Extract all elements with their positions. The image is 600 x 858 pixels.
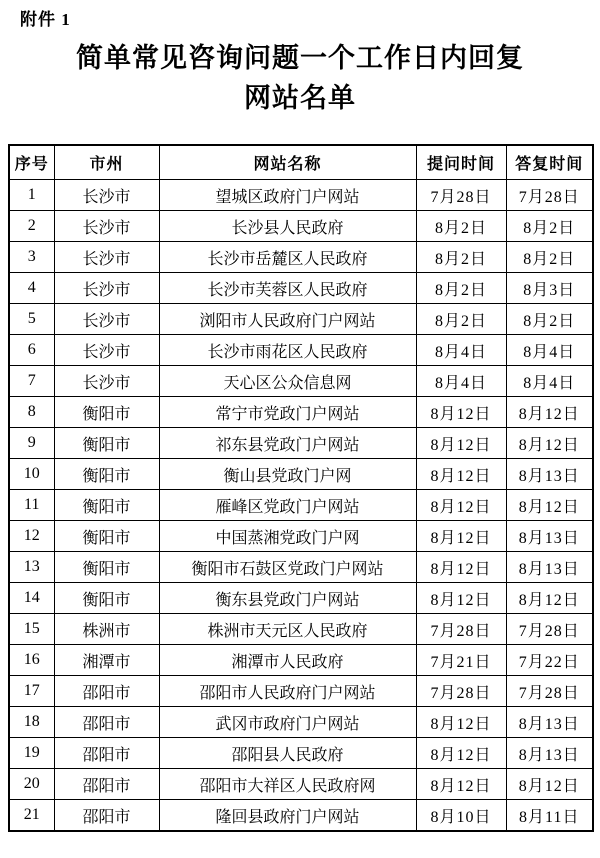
table-cell: 常宁市党政门户网站 bbox=[159, 397, 416, 428]
table-cell: 天心区公众信息网 bbox=[159, 366, 416, 397]
table-row bbox=[9, 707, 593, 738]
table-cell: 8月2日 bbox=[506, 211, 593, 242]
table-cell: 14 bbox=[9, 583, 54, 614]
table-cell: 7 bbox=[9, 366, 54, 397]
table-cell: 邵阳市 bbox=[54, 800, 159, 832]
table-cell: 长沙市 bbox=[54, 273, 159, 304]
table-cell: 8月11日 bbox=[506, 800, 593, 832]
table-cell: 长沙市芙蓉区人民政府 bbox=[159, 273, 416, 304]
column-header-reply-time: 答复时间 bbox=[506, 145, 593, 180]
table-cell: 8月4日 bbox=[506, 335, 593, 366]
table-cell: 邵阳市人民政府门户网站 bbox=[159, 676, 416, 707]
table-cell: 15 bbox=[9, 614, 54, 645]
table-cell: 7月28日 bbox=[416, 180, 506, 211]
table-cell: 8月12日 bbox=[416, 490, 506, 521]
table-cell: 7月28日 bbox=[506, 180, 593, 211]
table-cell: 中国蒸湘党政门户网 bbox=[159, 521, 416, 552]
table-row bbox=[9, 180, 593, 211]
table-cell: 衡阳市 bbox=[54, 490, 159, 521]
table-row bbox=[9, 335, 593, 366]
table-row bbox=[9, 738, 593, 769]
table-cell: 11 bbox=[9, 490, 54, 521]
table-cell: 8月3日 bbox=[506, 273, 593, 304]
table-cell: 8月12日 bbox=[416, 428, 506, 459]
table-cell: 8月12日 bbox=[416, 583, 506, 614]
table-cell: 衡东县党政门户网站 bbox=[159, 583, 416, 614]
table-cell: 8月2日 bbox=[416, 242, 506, 273]
table-cell: 8月2日 bbox=[506, 304, 593, 335]
table-cell: 8月12日 bbox=[506, 583, 593, 614]
table-cell: 8月12日 bbox=[506, 769, 593, 800]
table-cell: 13 bbox=[9, 552, 54, 583]
table-cell: 2 bbox=[9, 211, 54, 242]
table-cell: 8月2日 bbox=[506, 242, 593, 273]
table-row bbox=[9, 490, 593, 521]
table-cell: 衡阳市 bbox=[54, 428, 159, 459]
column-header-city: 市州 bbox=[54, 145, 159, 180]
table-row bbox=[9, 304, 593, 335]
table-cell: 衡阳市 bbox=[54, 397, 159, 428]
table-cell: 8月13日 bbox=[506, 707, 593, 738]
table-cell: 7月28日 bbox=[416, 676, 506, 707]
document-title-line1: 简单常见咨询问题一个工作日内回复 bbox=[76, 43, 524, 73]
table-row bbox=[9, 614, 593, 645]
websites-reply-table bbox=[8, 144, 594, 832]
table-cell: 4 bbox=[9, 273, 54, 304]
column-header-index: 序号 bbox=[9, 145, 54, 180]
table-cell: 8月13日 bbox=[506, 552, 593, 583]
column-header-ask-time: 提问时间 bbox=[416, 145, 506, 180]
table-cell: 5 bbox=[9, 304, 54, 335]
table-cell: 株洲市天元区人民政府 bbox=[159, 614, 416, 645]
table-cell: 8月12日 bbox=[416, 707, 506, 738]
table-cell: 7月28日 bbox=[506, 614, 593, 645]
table-cell: 19 bbox=[9, 738, 54, 769]
table-cell: 7月28日 bbox=[416, 614, 506, 645]
table-cell: 1 bbox=[9, 180, 54, 211]
table-cell: 望城区政府门户网站 bbox=[159, 180, 416, 211]
table-cell: 衡阳市 bbox=[54, 459, 159, 490]
table-cell: 邵阳市 bbox=[54, 676, 159, 707]
document-title-line2: 网站名单 bbox=[244, 83, 356, 113]
table-cell: 衡阳市 bbox=[54, 583, 159, 614]
table-cell: 6 bbox=[9, 335, 54, 366]
table-row bbox=[9, 521, 593, 552]
table-row bbox=[9, 211, 593, 242]
table-cell: 邵阳市大祥区人民政府网 bbox=[159, 769, 416, 800]
table-body bbox=[9, 180, 593, 832]
table-cell: 8月2日 bbox=[416, 304, 506, 335]
table-cell: 邵阳市 bbox=[54, 738, 159, 769]
table-cell: 8月13日 bbox=[506, 521, 593, 552]
table-cell: 邵阳市 bbox=[54, 707, 159, 738]
table-cell: 长沙市 bbox=[54, 304, 159, 335]
table-cell: 邵阳市 bbox=[54, 769, 159, 800]
table-header-row bbox=[9, 145, 593, 180]
table-row bbox=[9, 366, 593, 397]
table-cell: 21 bbox=[9, 800, 54, 832]
table-cell: 衡阳市石鼓区党政门户网站 bbox=[159, 552, 416, 583]
table-row bbox=[9, 645, 593, 676]
table-cell: 17 bbox=[9, 676, 54, 707]
table-cell: 10 bbox=[9, 459, 54, 490]
table-cell: 长沙市 bbox=[54, 335, 159, 366]
table-cell: 9 bbox=[9, 428, 54, 459]
table-cell: 雁峰区党政门户网站 bbox=[159, 490, 416, 521]
table-cell: 7月21日 bbox=[416, 645, 506, 676]
table-cell: 8 bbox=[9, 397, 54, 428]
table-cell: 长沙市雨花区人民政府 bbox=[159, 335, 416, 366]
table-row bbox=[9, 273, 593, 304]
table-cell: 8月12日 bbox=[416, 459, 506, 490]
table-cell: 浏阳市人民政府门户网站 bbox=[159, 304, 416, 335]
table-cell: 衡山县党政门户网 bbox=[159, 459, 416, 490]
table-row bbox=[9, 397, 593, 428]
table-cell: 8月2日 bbox=[416, 273, 506, 304]
table-cell: 18 bbox=[9, 707, 54, 738]
table-cell: 8月4日 bbox=[506, 366, 593, 397]
table-cell: 8月12日 bbox=[416, 397, 506, 428]
table-cell: 12 bbox=[9, 521, 54, 552]
table-row bbox=[9, 242, 593, 273]
table-row bbox=[9, 583, 593, 614]
table-cell: 8月13日 bbox=[506, 738, 593, 769]
table-cell: 长沙市 bbox=[54, 366, 159, 397]
table-cell: 长沙县人民政府 bbox=[159, 211, 416, 242]
table-cell: 湘潭市人民政府 bbox=[159, 645, 416, 676]
table-cell: 株洲市 bbox=[54, 614, 159, 645]
table-cell: 祁东县党政门户网站 bbox=[159, 428, 416, 459]
table-cell: 8月2日 bbox=[416, 211, 506, 242]
attachment-label: 附件 1 bbox=[20, 10, 71, 29]
table-row bbox=[9, 800, 593, 832]
table-cell: 20 bbox=[9, 769, 54, 800]
table-row bbox=[9, 552, 593, 583]
table-cell: 8月12日 bbox=[506, 397, 593, 428]
table-cell: 16 bbox=[9, 645, 54, 676]
table-cell: 8月13日 bbox=[506, 459, 593, 490]
table-cell: 8月12日 bbox=[416, 738, 506, 769]
table-row bbox=[9, 676, 593, 707]
table-cell: 8月4日 bbox=[416, 366, 506, 397]
table-row bbox=[9, 769, 593, 800]
table-cell: 7月28日 bbox=[506, 676, 593, 707]
table-cell: 8月12日 bbox=[506, 490, 593, 521]
table-cell: 隆回县政府门户网站 bbox=[159, 800, 416, 832]
table-cell: 湘潭市 bbox=[54, 645, 159, 676]
table-cell: 7月22日 bbox=[506, 645, 593, 676]
table-cell: 衡阳市 bbox=[54, 552, 159, 583]
table-cell: 邵阳县人民政府 bbox=[159, 738, 416, 769]
table-cell: 长沙市 bbox=[54, 211, 159, 242]
table-cell: 3 bbox=[9, 242, 54, 273]
table-cell: 8月4日 bbox=[416, 335, 506, 366]
table-cell: 衡阳市 bbox=[54, 521, 159, 552]
table-row bbox=[9, 428, 593, 459]
table-cell: 武冈市政府门户网站 bbox=[159, 707, 416, 738]
table-cell: 8月12日 bbox=[416, 521, 506, 552]
table-cell: 8月12日 bbox=[506, 428, 593, 459]
column-header-website-name: 网站名称 bbox=[159, 145, 416, 180]
table-cell: 长沙市 bbox=[54, 242, 159, 273]
table-cell: 8月12日 bbox=[416, 552, 506, 583]
table-cell: 长沙市岳麓区人民政府 bbox=[159, 242, 416, 273]
table-row bbox=[9, 459, 593, 490]
table-cell: 长沙市 bbox=[54, 180, 159, 211]
table-cell: 8月10日 bbox=[416, 800, 506, 832]
table-cell: 8月12日 bbox=[416, 769, 506, 800]
